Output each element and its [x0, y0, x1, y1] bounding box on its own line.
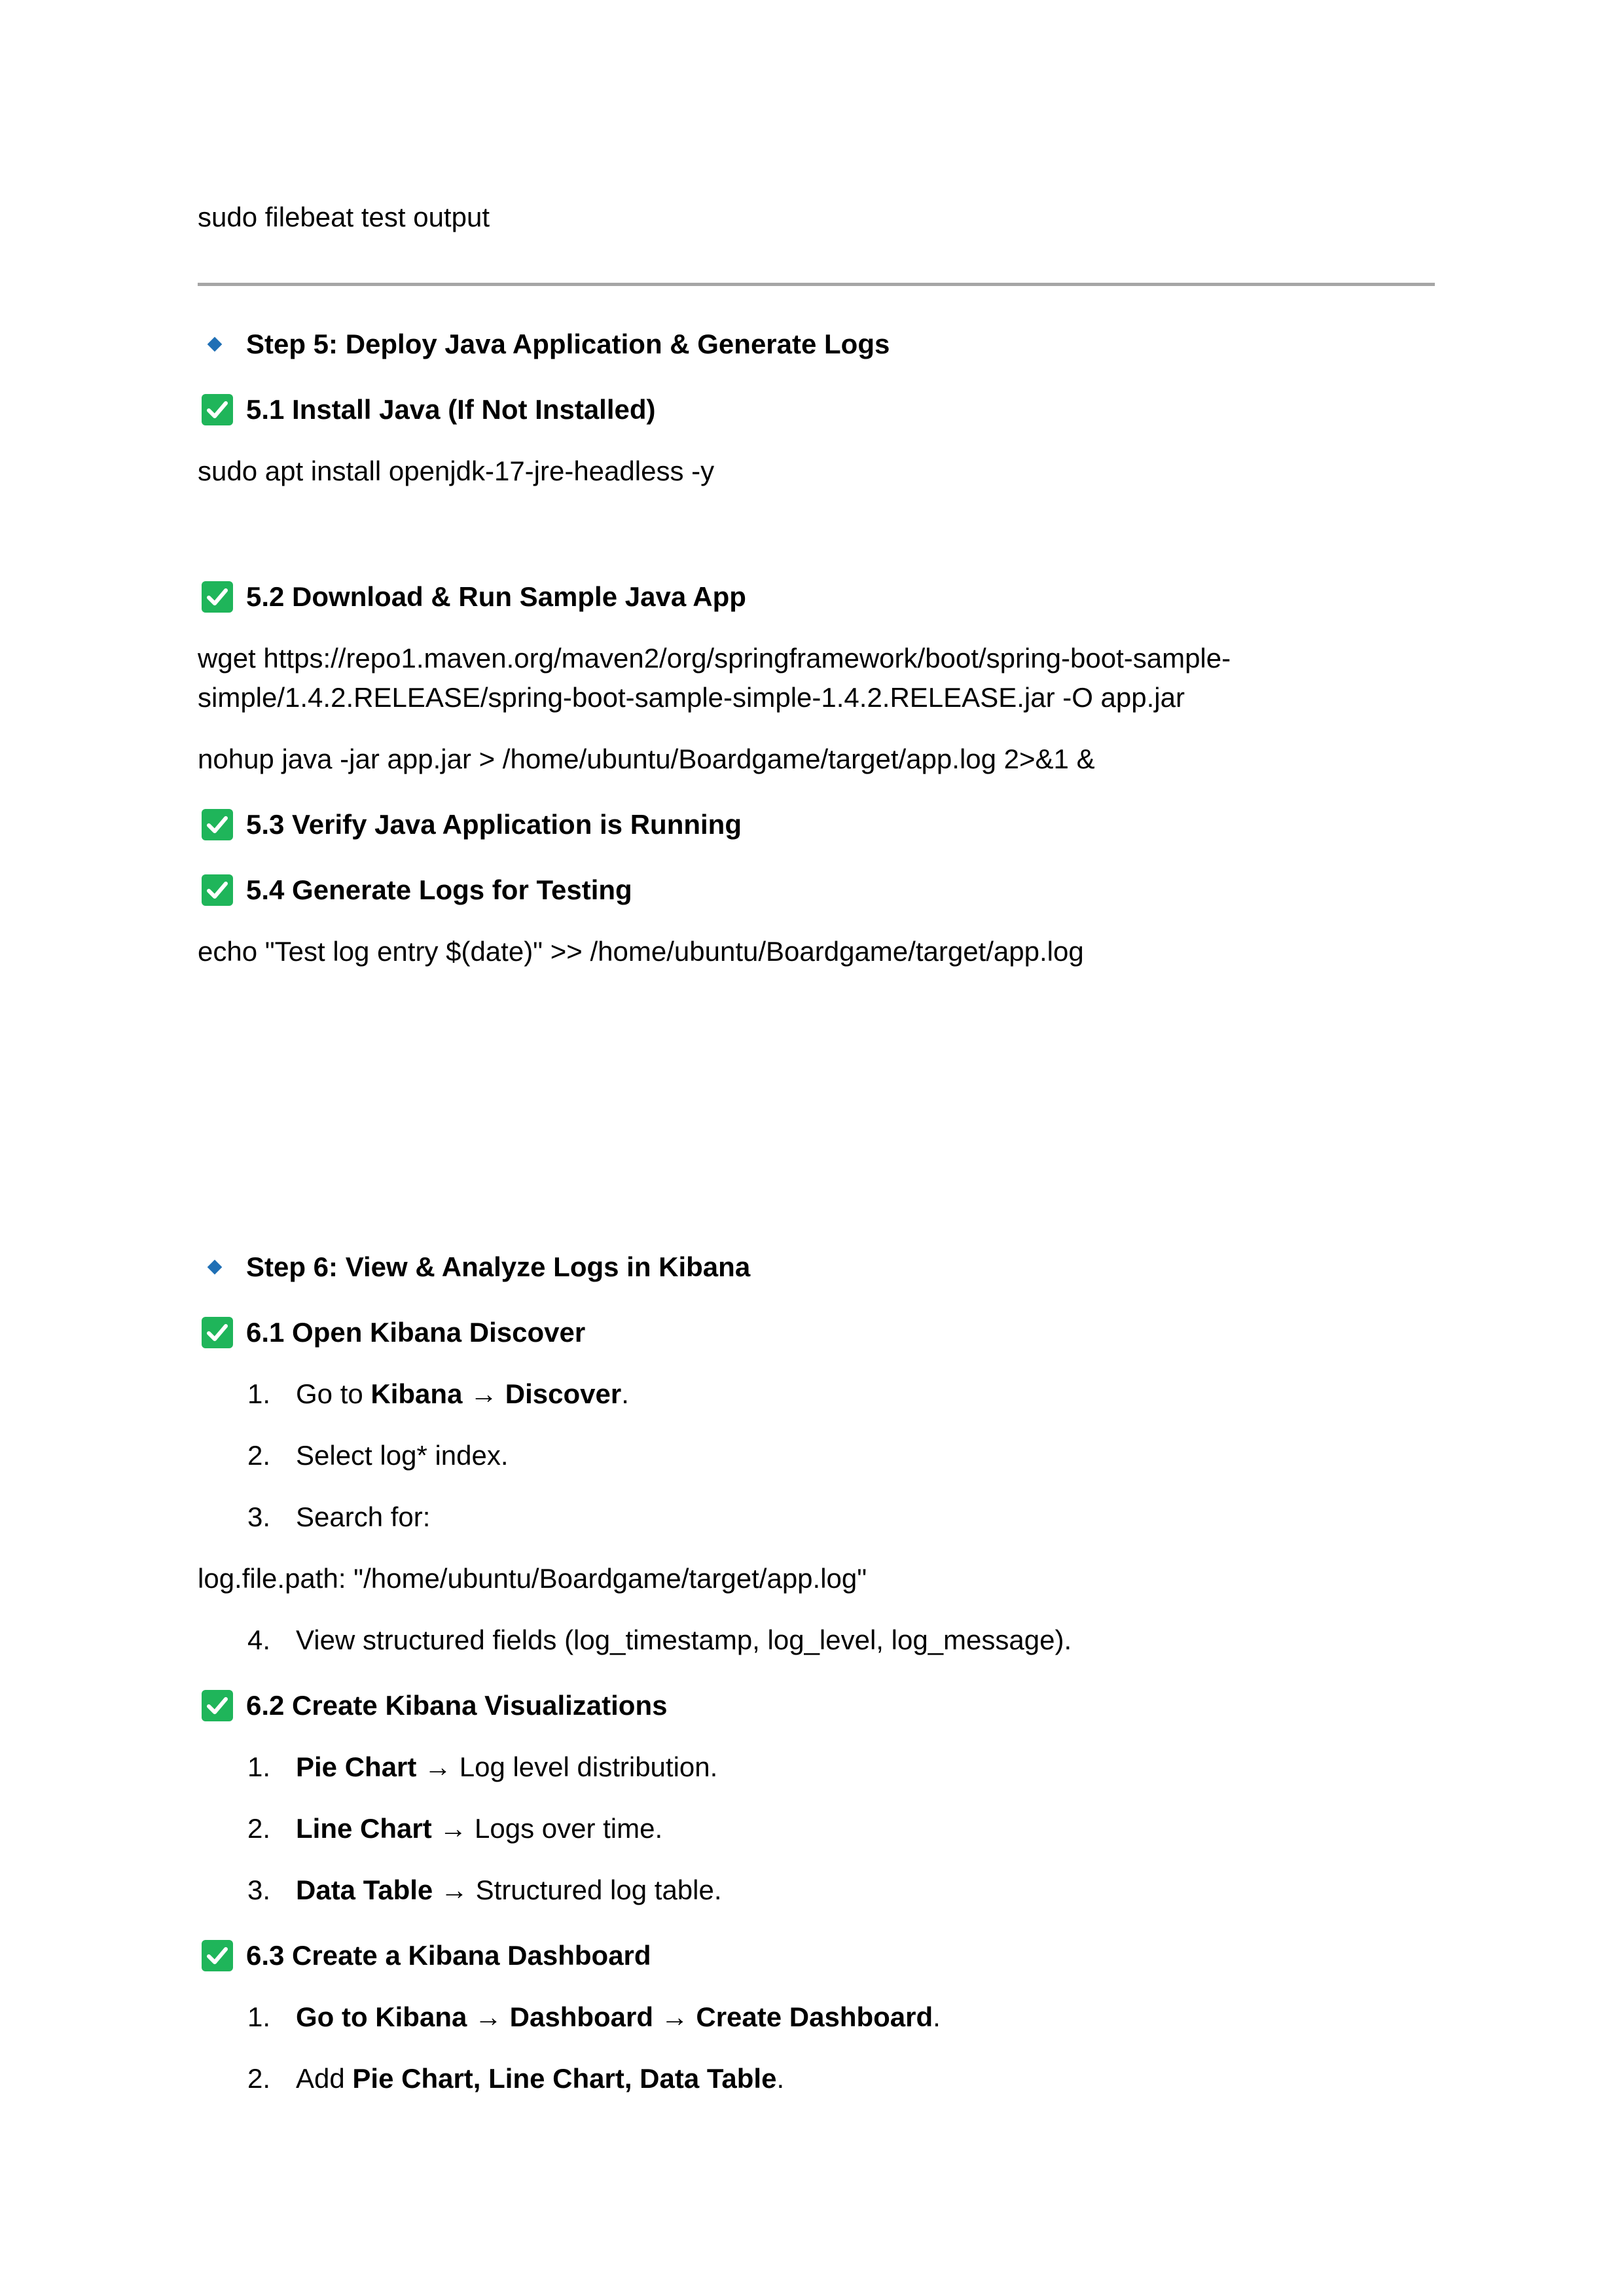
section-5-4-heading: 5.4 Generate Logs for Testing [198, 870, 632, 910]
section-5-1-heading: 5.1 Install Java (If Not Installed) [198, 390, 656, 429]
section-6-1-heading: 6.1 Open Kibana Discover [198, 1313, 585, 1352]
diamond-bullet-icon [208, 1260, 223, 1275]
wget-command-line2: simple/1.4.2.RELEASE/spring-boot-sample-simple-1.4.2.RELEASE.jar -O app.jar [198, 682, 1185, 713]
horizontal-rule [198, 283, 1435, 286]
check-mark-icon [202, 1690, 233, 1721]
document-page: sudo filebeat test output Step 5: Deploy Java Application & Generate Logs 5.1 Install Java (If Not Installed) sudo apt install openjdk-17-jre-headless -y 5.2 Download & Run Sample Java App wget https://repo1.maven.org/maven2/org/springframework/boot/spring-boot-sample- simple/1.4.2.RELEASE/spring-boot-sample-simple-1.4.2.RELEASE.jar -O app.jar nohup java -jar app.jar > /home/ubuntu/Boardgame/target/app.log 2>&1 & 5.3 Verify Java Application is Running 5.4 Generate Logs for Testing echo "Test log entry $(date)" >> /home/ubuntu/Boardgame/target/app.log Step 6: View & Analyze Logs in Kibana 6.1 Open Kibana Discover 1. Go to Kibana → Discover. 2. Select log* index. 3. Search for: log.file.path: "/home/ubuntu/Boardgame/target/app.log" 4. View structured fields (log_timestamp, log_level, log_message). 6.2 Create Kibana Visualizations 1. Pie Chart → Log level distribution. 2. Line Chart → Logs over time. 3. Data Table → Structured log table. 6.3 Create a Kibana Dashboard 1. Go to Kibana → Dashboard → Create Dashboard. 2. Add Pie Chart, Line Chart, Data Table. [0, 0, 1624, 2296]
kibana-search-query: log.file.path: "/home/ubuntu/Boardgame/target/app.log" [198, 1563, 867, 1594]
diamond-bullet-icon [208, 337, 223, 352]
install-java-command: sudo apt install openjdk-17-jre-headless -y [198, 456, 715, 486]
check-mark-icon [202, 394, 233, 425]
check-mark-icon [202, 1317, 233, 1348]
step5-heading: Step 5: Deploy Java Application & Generate Logs [198, 325, 890, 364]
step6-heading: Step 6: View & Analyze Logs in Kibana [198, 1247, 750, 1287]
echo-command: echo "Test log entry $(date)" >> /home/ubuntu/Boardgame/target/app.log [198, 936, 1084, 967]
check-mark-icon [202, 809, 233, 840]
check-mark-icon [202, 1940, 233, 1971]
check-mark-icon [202, 874, 233, 906]
section-5-3-heading: 5.3 Verify Java Application is Running [198, 805, 742, 844]
nohup-command: nohup java -jar app.jar > /home/ubuntu/Boardgame/target/app.log 2>&1 & [198, 744, 1095, 774]
check-mark-icon [202, 581, 233, 613]
section-6-3-heading: 6.3 Create a Kibana Dashboard [198, 1936, 651, 1975]
filebeat-test-command: sudo filebeat test output [198, 202, 490, 232]
section-5-2-heading: 5.2 Download & Run Sample Java App [198, 577, 746, 617]
wget-command-line1: wget https://repo1.maven.org/maven2/org/springframework/boot/spring-boot-sample- [198, 643, 1231, 673]
section-6-2-heading: 6.2 Create Kibana Visualizations [198, 1686, 667, 1725]
